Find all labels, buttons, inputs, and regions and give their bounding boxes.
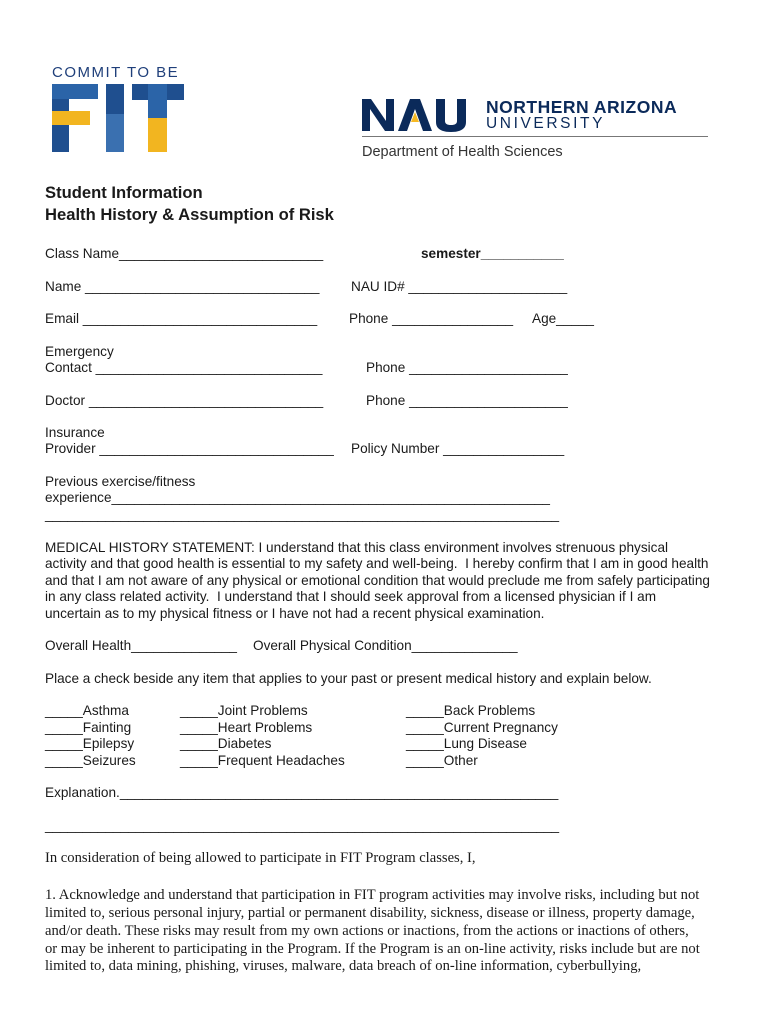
insurance-label: Insurance: [45, 425, 105, 440]
overall-physical-condition-field[interactable]: [253, 638, 518, 655]
checklist-item-seizures[interactable]: _____Seizures: [45, 753, 136, 768]
checklist-item-current-pregnancy[interactable]: _____Current Pregnancy: [406, 720, 558, 735]
checklist-item-back-problems[interactable]: _____Back Problems: [406, 703, 536, 718]
form-subtitle: Health History & Assumption of Risk: [45, 205, 334, 224]
overall-physical-condition-label: Overall Physical Condition________: [253, 638, 473, 653]
acknowledgement-line: and/or death. These risks may result from my own actions or inactions, from the actions or inactions of others,: [45, 923, 689, 939]
emergency-phone-field[interactable]: Phone _____________________: [366, 360, 568, 375]
email-field[interactable]: Email _______________________________: [45, 311, 318, 326]
fit-logo-wordmark: [52, 84, 186, 154]
nau-logo-line2: UNIVERSITY: [486, 115, 606, 132]
checklist-item-lung-disease[interactable]: _____Lung Disease: [406, 736, 527, 751]
explanation-field-line2[interactable]: ____________________________________________________________________: [45, 818, 560, 833]
semester-field[interactable]: semester___________: [421, 246, 564, 261]
nau-logo-rule: [362, 136, 708, 137]
emergency-label: Emergency: [45, 344, 114, 359]
checklist-item-fainting[interactable]: _____Fainting: [45, 720, 132, 735]
statement-line: and that I am not aware of any physical or emotional condition that would preclude me from safely participating: [45, 573, 710, 588]
checklist-item-frequent-headaches[interactable]: _____Frequent Headaches: [180, 753, 345, 768]
checklist-item-diabetes[interactable]: _____Diabetes: [180, 736, 272, 751]
emergency-contact-field[interactable]: Contact ______________________________: [45, 360, 323, 375]
check-instructions: Place a check beside any item that applies to your past or present medical history and explain below.: [45, 671, 652, 686]
nau-logo-mark: [362, 97, 482, 133]
form-title: Student Information: [45, 183, 203, 202]
acknowledgement-line: limited to, serious personal injury, partial or permanent disability, sickness, disease or illness, property damage,: [45, 905, 695, 921]
class-name-field[interactable]: Class Name___________________________: [45, 246, 324, 261]
doctor-phone-field[interactable]: Phone _____________________: [366, 393, 568, 408]
doctor-field[interactable]: Doctor _______________________________: [45, 393, 324, 408]
acknowledgement-line: limited to, data mining, phishing, viruses, malware, data breach of on-line information, cyberbullying,: [45, 958, 642, 974]
statement-line: activity and that good health is essential to my safety and well-being. I hereby confirm that I am in good health: [45, 556, 709, 571]
acknowledgement-line: 1. Acknowledge and understand that participation in FIT program activities may involve risks, including but not: [45, 887, 700, 903]
checklist-item-other[interactable]: _____Other: [406, 753, 478, 768]
overall-physical-condition-tail: ______: [472, 638, 518, 653]
checklist-item-joint-problems[interactable]: _____Joint Problems: [180, 703, 308, 718]
policy-number-field[interactable]: Policy Number ________________: [351, 441, 565, 456]
checklist-item-heart-problems[interactable]: _____Heart Problems: [180, 720, 313, 735]
checklist-item-asthma[interactable]: _____Asthma: [45, 703, 129, 718]
previous-exercise-field-line2[interactable]: ____________________________________________________________________: [45, 507, 560, 522]
fit-logo-tagline: COMMIT TO BE: [52, 64, 180, 81]
acknowledgement-line: or may be inherent to participating in the Program. If the Program is an on-line activity, risks include but are not: [45, 941, 700, 957]
previous-exercise-label: Previous exercise/fitness: [45, 474, 196, 489]
consideration-statement: In consideration of being allowed to participate in FIT Program classes, I,: [45, 850, 476, 866]
name-field[interactable]: Name _______________________________: [45, 279, 320, 294]
department-name: Department of Health Sciences: [362, 144, 563, 160]
age-field[interactable]: Age_____: [532, 311, 594, 326]
phone-field[interactable]: Phone ________________: [349, 311, 514, 326]
statement-line: in any class related activity. I understand that I should seek approval from a licensed physician if I am: [45, 589, 657, 604]
nau-id-field[interactable]: NAU ID# _____________________: [351, 279, 568, 294]
statement-line: MEDICAL HISTORY STATEMENT: I understand that this class environment involves strenuous physical: [45, 540, 669, 555]
statement-line: uncertain as to my physical fitness or I have not had a recent physical examination.: [45, 606, 545, 621]
insurance-provider-field[interactable]: Provider _______________________________: [45, 441, 334, 456]
previous-exercise-field[interactable]: experience__________________________________________________________: [45, 490, 550, 505]
checklist-item-epilepsy[interactable]: _____Epilepsy: [45, 736, 135, 751]
nau-logo-line1: NORTHERN ARIZONA: [486, 97, 678, 117]
overall-health-field[interactable]: Overall Health______________: [45, 638, 237, 653]
explanation-field[interactable]: Explanation.__________________________________________________________: [45, 785, 559, 800]
